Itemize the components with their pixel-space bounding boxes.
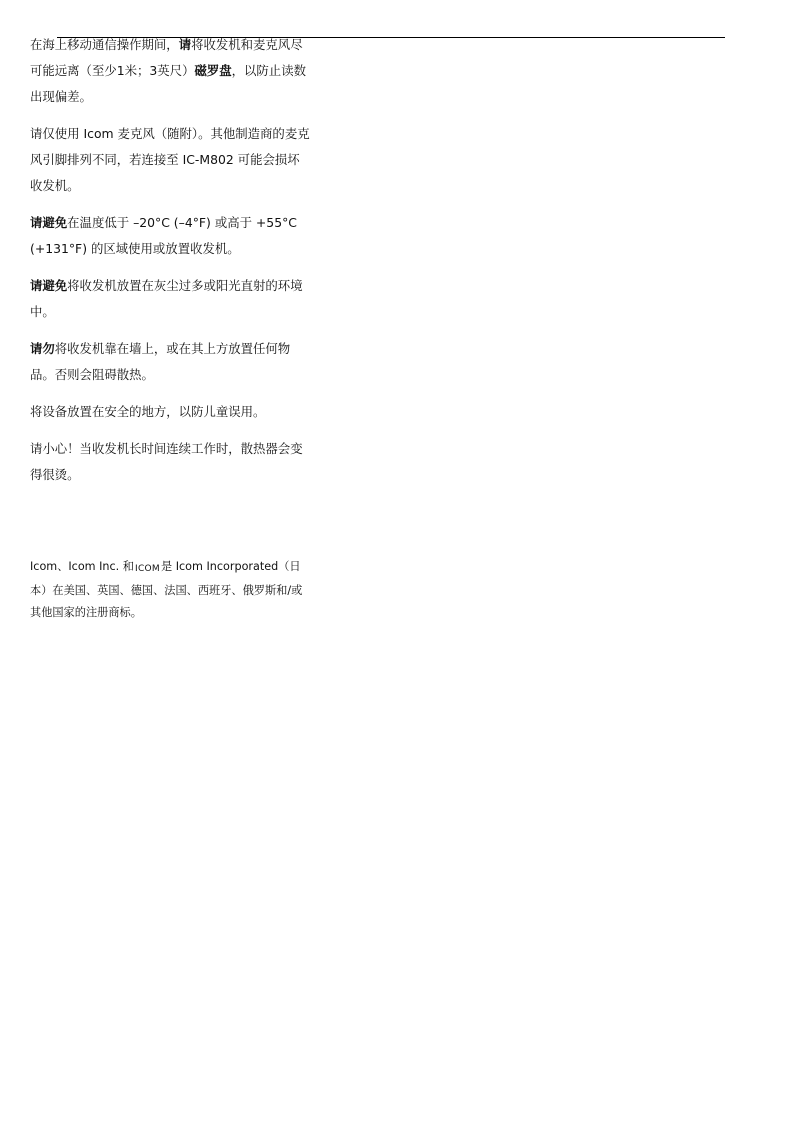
dust-emphasis: 请避免 xyxy=(30,278,68,293)
icom-logo: ICOM xyxy=(134,564,160,574)
children-precaution xyxy=(30,399,310,425)
temperature-precaution xyxy=(30,210,310,262)
heat-dissipation-text: 将收发机靠在墙上，或在其上方放置任何物品。否则会阻碍散热。 xyxy=(30,341,291,382)
children-text: 将设备放置在安全的地方，以防儿童误用。 xyxy=(30,404,266,419)
heat-dissipation-precaution xyxy=(30,336,310,388)
compass-emphasis-2: 磁罗盘 xyxy=(194,63,232,78)
heatsink-precaution xyxy=(30,436,310,488)
microphone-text: 请仅使用 Icom 麦克风（随附）。其他制造商的麦克风引脚排列不同，若连接至 IC-M802 可能会损坏收发机。 xyxy=(30,126,310,193)
compass-text-2: 将收发机和麦克风尽可能远离（至少1米；3英尺） xyxy=(30,37,303,78)
compass-emphasis-1: 请 xyxy=(178,37,192,52)
dust-text: 将收发机放置在灰尘过多或阳光直射的环境中。 xyxy=(30,278,303,319)
trademark-notice xyxy=(30,556,312,625)
compass-text-3: ，以防止读数出现偏差。 xyxy=(30,63,306,104)
dust-sunlight-precaution xyxy=(30,273,310,325)
heatsink-text: 请小心！当收发机长时间连续工作时，散热器会变得很烫。 xyxy=(30,441,303,482)
precautions-column xyxy=(30,32,310,499)
trademark-text-1: Icom、Icom Inc. 和 xyxy=(30,560,134,573)
compass-text-1: 在海上移动通信操作期间， xyxy=(30,37,179,52)
temperature-emphasis: 请避免 xyxy=(30,215,68,230)
trademark-text-2: 是 Icom Incorporated（日本）在美国、英国、德国、法国、西班牙、俄罗斯和/或其他国家的注册商标。 xyxy=(30,560,303,619)
temperature-text: 在温度低于 –20°C (–4°F) 或高于 +55°C (+131°F) 的区域使用或放置收发机。 xyxy=(30,215,297,256)
compass-precaution xyxy=(30,32,310,110)
microphone-precaution xyxy=(30,121,310,199)
heat-dissipation-emphasis: 请勿 xyxy=(30,341,55,356)
